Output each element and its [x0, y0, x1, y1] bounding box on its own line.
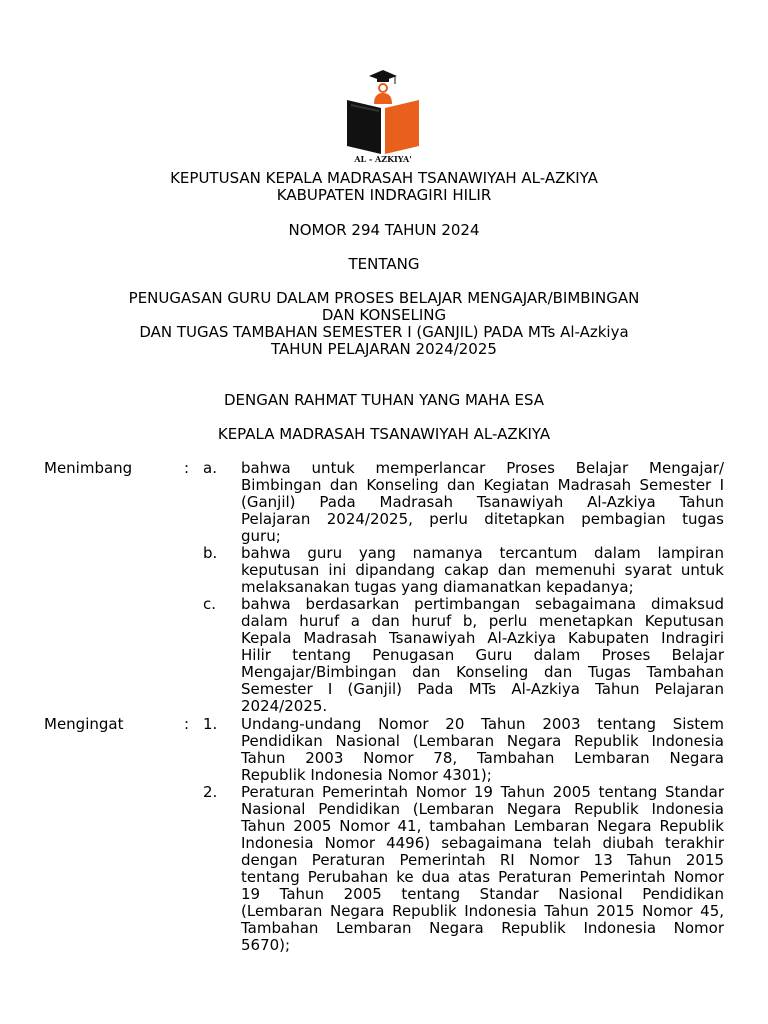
- text-line: guru;: [241, 527, 281, 545]
- document-number: NOMOR 294 TAHUN 2024: [288, 221, 480, 239]
- text-line: Bimbingan dan Konseling dan Kegiatan Madrasah Semester I: [241, 476, 724, 494]
- item-marker: b.: [203, 544, 218, 562]
- text-line: (Lembaran Negara Republik Indonesia Tahun 2015 Nomor 45,: [241, 902, 724, 920]
- menimbang-item-c: [0, 596, 768, 715]
- item-marker: a.: [203, 459, 217, 477]
- madrasah-logo: [343, 68, 423, 164]
- text-line: 2024/2025.: [241, 697, 328, 715]
- text-line: Kepala Madrasah Tsanawiyah Al-Azkiya Kabupaten Indragiri: [241, 629, 724, 647]
- text-line: Pendidikan Nasional (Lembaran Negara Republik Indonesia: [241, 732, 724, 750]
- rahmat-line: DENGAN RAHMAT TUHAN YANG MAHA ESA: [223, 391, 545, 409]
- title-line-2: KABUPATEN INDRAGIRI HILIR: [276, 186, 492, 204]
- document-header: [0, 170, 768, 204]
- text-line: melaksanakan tugas yang diamanatkan kepadanya;: [241, 578, 634, 596]
- item-marker: 2.: [203, 783, 218, 801]
- item-marker: 1.: [203, 715, 218, 733]
- menimbang-item-b: [0, 545, 768, 596]
- kepala-line: KEPALA MADRASAH TSANAWIYAH AL-AZKIYA: [217, 425, 551, 443]
- item-text: [241, 784, 724, 954]
- text-line: 19 Tahun 2005 tentang Standar Nasional Pendidikan: [241, 885, 724, 903]
- subject-line-2: DAN KONSELING: [321, 306, 447, 324]
- text-line: Mengajar/Bimbingan dan Konseling dan Tugas Tambahan: [241, 663, 724, 681]
- text-line: tentang Perubahan ke dua atas Peraturan Pemerintah Nomor: [241, 868, 724, 886]
- mengingat-item-2: [0, 784, 768, 954]
- text-line: dalam huruf a dan huruf b, perlu menetapkan Keputusan: [241, 612, 724, 630]
- title-line-1: KEPUTUSAN KEPALA MADRASAH TSANAWIYAH AL-AZKIYA: [170, 169, 598, 187]
- text-line: bahwa guru yang namanya tercantum dalam lampiran: [241, 544, 724, 562]
- menimbang-colon: :: [184, 459, 190, 477]
- item-text: [241, 545, 724, 596]
- item-text: [241, 716, 724, 784]
- mengingat-section: [0, 716, 768, 954]
- menimbang-label: Menimbang: [44, 459, 133, 477]
- subject-line-3: DAN TUGAS TAMBAHAN SEMESTER I (GANJIL) PADA MTs Al-Azkiya: [139, 323, 629, 341]
- document-subject: [0, 290, 768, 358]
- menimbang-section: [0, 460, 768, 715]
- text-line: bahwa untuk memperlancar Proses Belajar Mengajar/: [241, 459, 724, 477]
- text-line: Indonesia Nomor 4496) sebagaimana telah diubah terakhir: [241, 834, 724, 852]
- mengingat-colon: :: [184, 715, 190, 733]
- text-line: Tahun 2003 Nomor 78, Tambahan Lembaran Negara: [241, 749, 724, 767]
- text-line: Tahun 2005 Nomor 41, tambahan Lembaran Negara Republik: [241, 817, 724, 835]
- text-line: 5670);: [241, 936, 291, 954]
- text-line: dengan Peraturan Pemerintah RI Nomor 13 Tahun 2015: [241, 851, 724, 869]
- subject-line-4: TAHUN PELAJARAN 2024/2025: [271, 340, 497, 358]
- item-text: [241, 460, 724, 545]
- text-line: bahwa berdasarkan pertimbangan sebagaimana dimaksud: [241, 595, 724, 613]
- mengingat-item-1: [0, 716, 768, 784]
- text-line: Hilir tentang Penugasan Guru dalam Proses Belajar: [241, 646, 724, 664]
- item-marker: c.: [203, 595, 217, 613]
- mengingat-label: Mengingat: [44, 715, 124, 733]
- text-line: Pelajaran 2024/2025, perlu ditetapkan pembagian tugas: [241, 510, 724, 528]
- subject-line-1: PENUGASAN GURU DALAM PROSES BELAJAR MENGAJAR/BIMBINGAN: [128, 289, 640, 307]
- text-line: Tambahan Lembaran Negara Republik Indonesia Nomor: [241, 919, 724, 937]
- text-line: Semester I (Ganjil) Pada MTs Al-Azkiya Tahun Pelajaran: [241, 680, 724, 698]
- text-line: Nasional Pendidikan (Lembaran Negara Republik Indonesia: [241, 800, 724, 818]
- text-line: Peraturan Pemerintah Nomor 19 Tahun 2005 tentang Standar: [241, 783, 724, 801]
- tentang-heading: TENTANG: [348, 255, 420, 273]
- text-line: Undang-undang Nomor 20 Tahun 2003 tentang Sistem: [241, 715, 724, 733]
- text-line: keputusan ini dipandang cakap dan memenuhi syarat untuk: [241, 561, 724, 579]
- text-line: (Ganjil) Pada Madrasah Tsanawiyah Al-Azkiya Tahun: [241, 493, 724, 511]
- text-line: Republik Indonesia Nomor 4301);: [241, 766, 492, 784]
- item-text: [241, 596, 724, 715]
- menimbang-item-a: [0, 460, 768, 545]
- logo-caption: AL - AZKIYA': [354, 154, 412, 164]
